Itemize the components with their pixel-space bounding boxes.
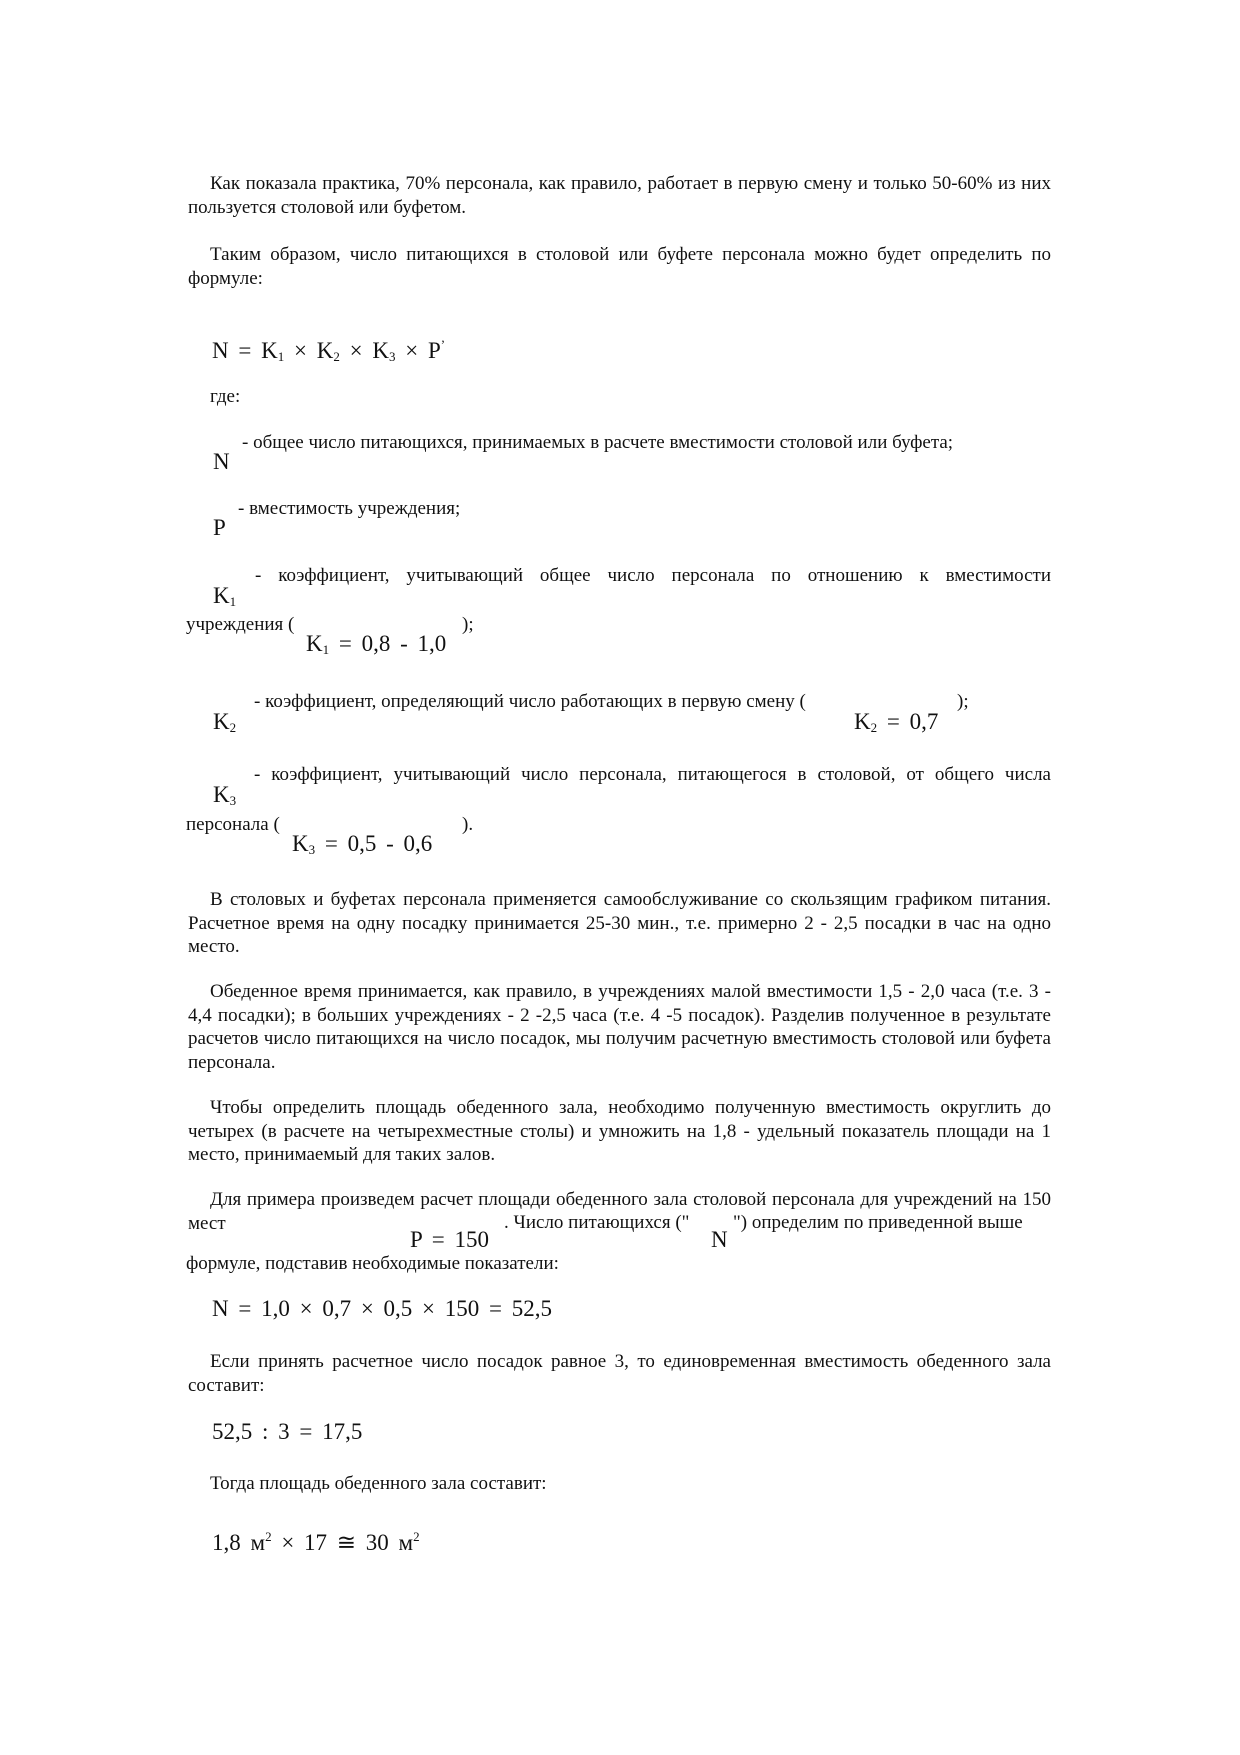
def-k2-text: - коэффициент, определяющий число работающих в первую смену ( bbox=[254, 691, 806, 712]
def-k3-cont-close: ). bbox=[462, 814, 474, 835]
def-p-symbol: P bbox=[213, 515, 226, 540]
example-n-symbol: N bbox=[711, 1227, 728, 1252]
paragraph-then: Тогда площадь обеденного зала составит: bbox=[210, 1473, 547, 1494]
def-k1-text: - коэффициент, учитывающий общее число персонала по отношению к вместимости bbox=[255, 565, 1051, 586]
def-k3-text: - коэффициент, учитывающий число персонала, питающегося в столовой, от общего числа bbox=[254, 764, 1051, 785]
formula-calc-seats: 52,5 : 3 = 17,5 bbox=[212, 1419, 363, 1444]
def-n-text: - общее число питающихся, принимаемых в расчете вместимости столовой или буфета; bbox=[242, 432, 954, 453]
def-k2-close: ); bbox=[957, 691, 969, 712]
paragraph-lunch-time: Обеденное время принимается, как правило, в учреждениях малой вместимости 1,5 - 2,0 часа (т.е. 3 - 4,4 посадки); в больших учреждениях - 2 -2,5 часа (т.е. 4 -5 посадок). Разделив полученное в результате расчетов число питающихся на число посадок, мы получим расчетную вместимость столовой или буфета персонала. bbox=[188, 981, 1051, 1073]
formula-calc-n: N = 1,0 × 0,7 × 0,5 × 150 = 52,5 bbox=[212, 1296, 552, 1321]
def-k1-cont-open: учреждения ( bbox=[186, 614, 295, 635]
paragraph-formula-intro: Таким образом, число питающихся в столовой или буфете персонала можно будет определить по формуле: bbox=[188, 244, 1051, 289]
paragraph-example-mid: . Число питающихся (" bbox=[504, 1212, 690, 1233]
formula-area: 1,8 $м^2 \times 17$ ≅ 30 $м^2$ bbox=[212, 1529, 420, 1555]
where-label: где: bbox=[210, 386, 241, 407]
example-p-value: P = 150 bbox=[410, 1227, 489, 1252]
def-k3-cont-open: персонала ( bbox=[186, 814, 280, 835]
def-k2-value: $K_2 = 0,7$ bbox=[854, 709, 939, 735]
def-p-text: - вместимость учреждения; bbox=[238, 498, 461, 519]
formula-main: $N = K_1 \times K_2 \times K_3 \times P^’$ bbox=[212, 337, 446, 364]
paragraph-example-line1: Для примера произведем расчет площади обеденного зала столовой персонала для учреждений на 150 мест bbox=[188, 1189, 1051, 1234]
def-k1-symbol: $K_1$ bbox=[213, 583, 237, 609]
paragraph-area-rule: Чтобы определить площадь обеденного зала, необходимо полученную вместимость округлить до четырех (в расчете на четырехместные столы) и умножить на 1,8 - удельный показатель площади на 1 место, принимаемый для таких залов. bbox=[188, 1097, 1051, 1165]
def-k2-symbol: $K_2$ bbox=[213, 709, 237, 735]
paragraph-example-end: ") определим по приведенной выше bbox=[733, 1212, 1023, 1233]
paragraph-example-line3: формуле, подставив необходимые показатели: bbox=[186, 1253, 559, 1274]
def-k3-symbol: $K_3$ bbox=[213, 782, 237, 808]
def-n-symbol: N bbox=[213, 449, 230, 474]
def-k3-range: $K_3 = 0,5 - 0,6$ bbox=[292, 831, 433, 857]
paragraph-practice: Как показала практика, 70% персонала, как правило, работает в первую смену и только 50-60% из них пользуется столовой или буфетом. bbox=[188, 173, 1051, 218]
def-k1-range: $K_1 = 0,8 - 1,0$ bbox=[306, 631, 447, 657]
def-k1-cont-close: ); bbox=[462, 614, 474, 635]
paragraph-self-service: В столовых и буфетах персонала применяется самообслуживание со скользящим графиком питания. Расчетное время на одну посадку принимается 25-30 мин., т.е. примерно 2 - 2,5 посадки в час на одно место. bbox=[188, 889, 1051, 957]
paragraph-seats: Если принять расчетное число посадок равное 3, то единовременная вместимость обеденного зала составит: bbox=[188, 1351, 1051, 1396]
